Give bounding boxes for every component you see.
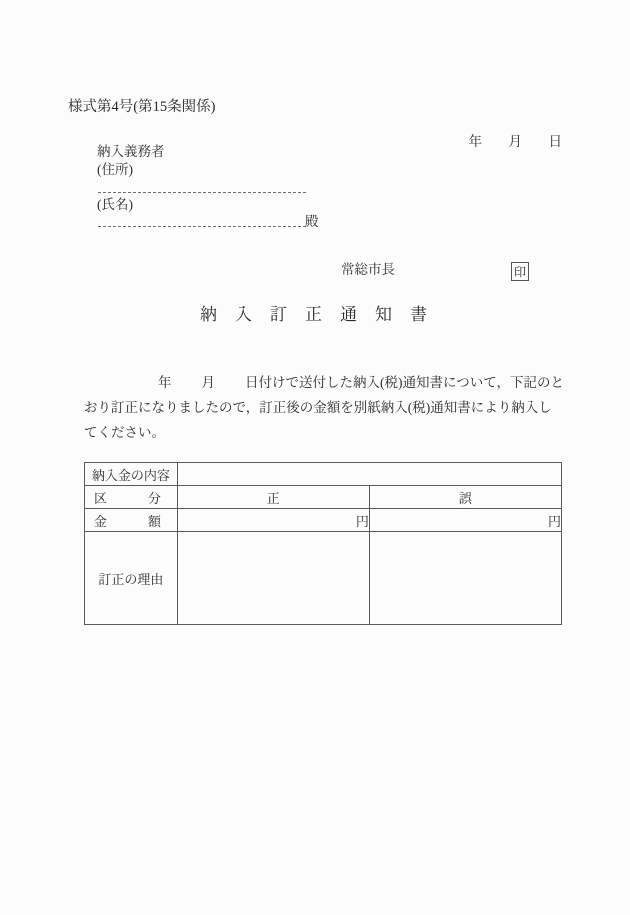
table-row-content <box>85 463 562 486</box>
table-row-reason <box>85 532 562 625</box>
payer-heading: 納入義務者 <box>97 144 165 159</box>
issuer-name: 常総市長 <box>341 262 395 277</box>
body-paragraph <box>84 370 564 445</box>
row-label-category-text: 区 分 <box>93 490 175 506</box>
cell-reason-correct[interactable] <box>177 532 369 625</box>
issue-date-day-label: 日 <box>548 133 562 149</box>
row-label-amount <box>85 509 178 532</box>
cell-amount-incorrect[interactable]: 円 <box>369 509 561 532</box>
payer-honorific: 殿 <box>305 214 319 229</box>
form-number: 様式第4号(第15条関係) <box>68 99 216 115</box>
table-row-category <box>85 486 562 509</box>
seal-stamp-box: 印 <box>511 262 529 281</box>
payer-address-label: (住所) <box>97 162 133 177</box>
cell-reason-incorrect[interactable] <box>369 532 561 625</box>
row-label-category <box>85 486 178 509</box>
payer-name-rule <box>98 226 306 227</box>
issue-date-month-label: 月 <box>508 133 522 149</box>
body-month-label: 月 <box>201 375 215 390</box>
correction-table <box>84 462 562 625</box>
row-label-reason: 訂正の理由 <box>85 532 178 625</box>
row-label-content: 納入金の内容 <box>85 463 178 486</box>
body-main-text: 日付けで送付した納入(税)通知書について，下記のとおり訂正になりましたので，訂正後の金額を別紙納入(税)通知書により納入してください。 <box>84 375 564 440</box>
issue-date-line <box>455 121 562 162</box>
payer-address-rule <box>98 192 306 193</box>
cell-content-value[interactable] <box>177 463 561 486</box>
body-year-label: 年 <box>158 375 172 390</box>
row-label-amount-text: 金 額 <box>93 513 175 529</box>
header-incorrect: 誤 <box>369 486 561 509</box>
payer-name-label: (氏名) <box>97 197 133 212</box>
header-correct: 正 <box>177 486 369 509</box>
document-title: 納入訂正通知書 <box>200 305 445 324</box>
table-row-amount <box>85 509 562 532</box>
cell-amount-correct[interactable]: 円 <box>177 509 369 532</box>
issue-date-year-label: 年 <box>468 133 482 149</box>
